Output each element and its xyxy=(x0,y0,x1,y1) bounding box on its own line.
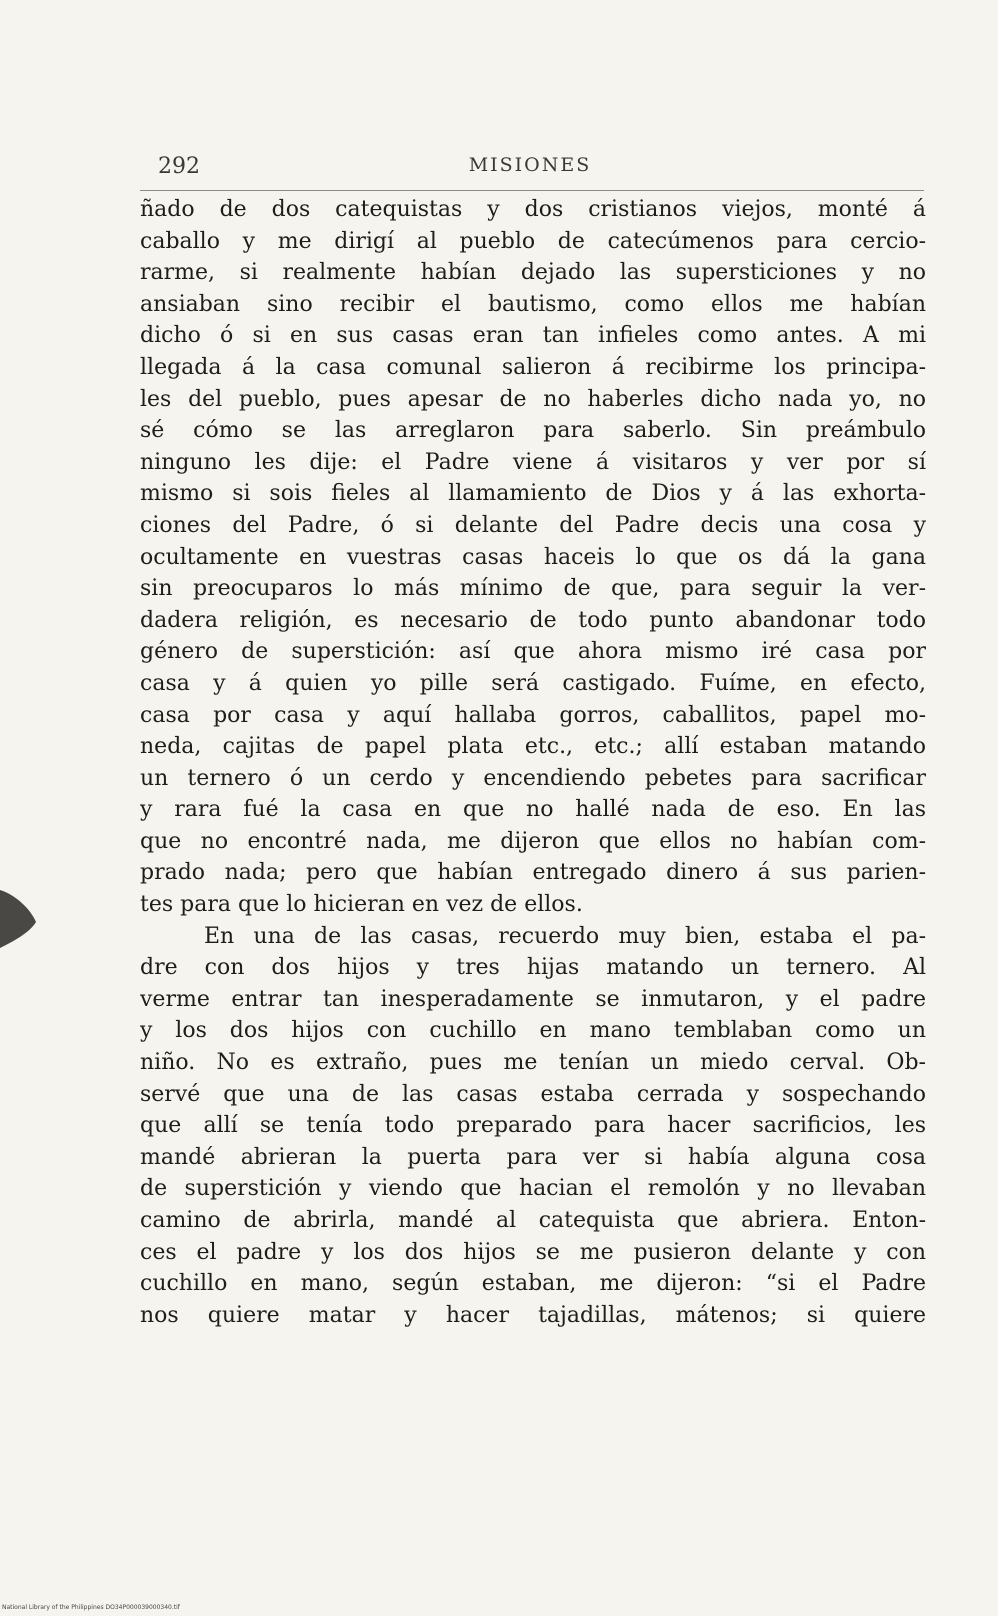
text-line: les del pueblo, pues apesar de no haberles dicho nada yo, no xyxy=(140,386,926,412)
text-line: casa y á quien yo pille será castigado. Fuíme, en efecto, xyxy=(140,670,926,696)
running-title: MISIONES xyxy=(468,154,592,176)
text-line: prado nada; pero que habían entregado dinero á sus parien- xyxy=(140,860,926,886)
page-header xyxy=(140,152,920,182)
text-line: y rara fué la casa en que no hallé nada de eso. En las xyxy=(140,797,926,823)
text-line: tes para que lo hicieran en vez de ellos. xyxy=(140,892,583,918)
text-line: ces el padre y los dos hijos se me pusieron delante y con xyxy=(140,1239,926,1265)
text-line: neda, cajitas de papel plata etc., etc.; allí estaban matando xyxy=(140,734,926,760)
text-line: de superstición y viendo que hacian el remolón y no llevaban xyxy=(140,1176,926,1202)
text-line: niño. No es extraño, pues me tenían un miedo cerval. Ob- xyxy=(140,1050,926,1076)
text-line: ñado de dos catequistas y dos cristianos viejos, monté á xyxy=(140,197,926,222)
text-line: rarme, si realmente habían dejado las supersticiones y no xyxy=(140,260,926,286)
text-line: sé cómo se las arreglaron para saberlo. Sin preámbulo xyxy=(140,418,926,444)
text-line: dre con dos hijos y tres hijas matando un ternero. Al xyxy=(140,955,926,981)
text-line: casa por casa y aquí hallaba gorros, caballitos, papel mo- xyxy=(140,702,926,728)
text-line: ciones del Padre, ó si delante del Padre decis una cosa y xyxy=(140,512,926,538)
text-line: que allí se tenía todo preparado para hacer sacrificios, les xyxy=(140,1113,926,1139)
text-line: camino de abrirla, mandé al catequista que abriera. Enton- xyxy=(140,1208,926,1233)
text-line: verme entrar tan inesperadamente se inmutaron, y el padre xyxy=(140,986,926,1012)
text-line: servé que una de las casas estaba cerrada y sospechando xyxy=(140,1081,926,1107)
text-line: nos quiere matar y hacer tajadillas, mátenos; si quiere xyxy=(140,1302,926,1328)
text-line: dicho ó si en sus casas eran tan infieles como antes. A mi xyxy=(140,323,926,349)
text-line: caballo y me dirigí al pueblo de catecúmenos para cercio- xyxy=(140,228,926,254)
text-line: género de superstición: así que ahora mismo iré casa por xyxy=(140,639,926,665)
text-line: mismo si sois fieles al llamamiento de Dios y á las exhorta- xyxy=(140,481,926,507)
text-line: llegada á la casa comunal salieron á recibirme los principa- xyxy=(140,354,926,380)
header-rule xyxy=(140,190,924,191)
body-text xyxy=(140,194,926,1331)
text-line: un ternero ó un cerdo y encendiendo pebetes para sacrificar xyxy=(140,765,926,791)
text-line: mandé abrieran la puerta para ver si había alguna cosa xyxy=(140,1144,926,1170)
page-number: 292 xyxy=(158,154,200,179)
text-line: cuchillo en mano, según estaban, me dijeron: “si el Padre xyxy=(140,1271,926,1297)
scan-smudge xyxy=(0,870,38,960)
text-line: dadera religión, es necesario de todo punto abandonar todo xyxy=(140,607,926,633)
text-line: que no encontré nada, me dijeron que ellos no habían com- xyxy=(140,828,926,854)
text-line: ocultamente en vuestras casas haceis lo que os dá la gana xyxy=(140,544,926,570)
text-line: ninguno les dije: el Padre viene á visitaros y ver por sí xyxy=(140,449,926,475)
scan-credit: National Library of the Philippines DO34P000039000340.tif xyxy=(2,1604,180,1611)
text-line: y los dos hijos con cuchillo en mano temblaban como un xyxy=(140,1018,926,1044)
text-line: sin preocuparos lo más mínimo de que, para seguir la ver- xyxy=(140,576,926,602)
text-line: ansiaban sino recibir el bautismo, como ellos me habían xyxy=(140,291,926,317)
paragraph-start-line: En una de las casas, recuerdo muy bien, estaba el pa- xyxy=(204,923,926,949)
